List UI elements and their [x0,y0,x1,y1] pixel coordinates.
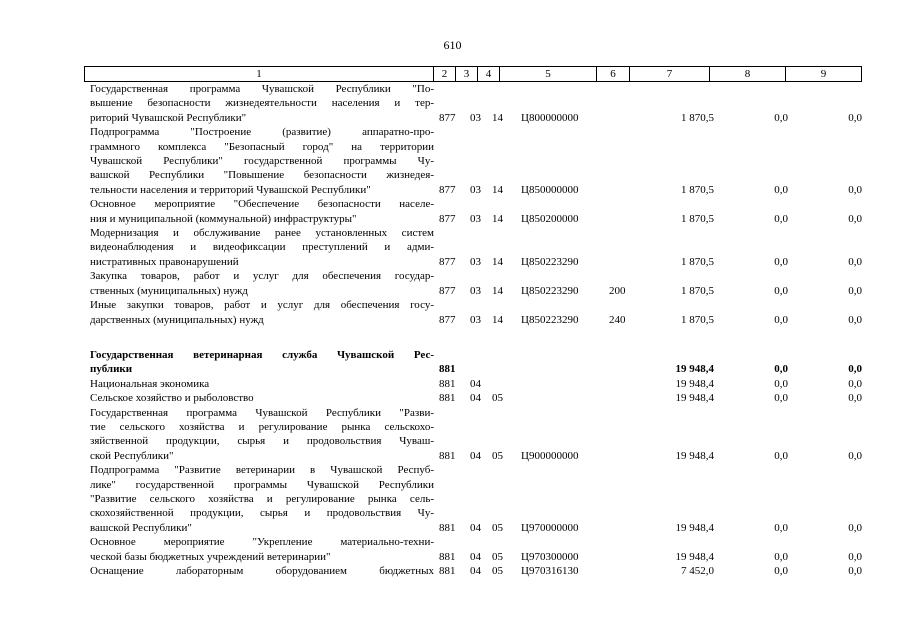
cell-col-5: Ц900000000 [521,449,579,462]
cell-col-6: 200 [609,284,626,297]
cell-col-4: 05 [492,449,503,462]
description-line: Основное мероприятие "Обеспечение безопасности населе- [90,198,434,211]
row-description [84,269,434,298]
cell-col-9: 0,0 [848,111,862,124]
cell-col-8: 0,0 [774,363,788,376]
table-row [84,197,868,226]
description-line: ской Республики" [90,449,174,462]
cell-col-3: 03 [470,284,481,297]
cell-col-2: 881 [439,521,456,534]
cell-col-6: 240 [609,313,626,326]
cell-col-7: 7 452,0 [681,565,714,577]
cell-col-7: 1 870,5 [681,284,714,297]
cell-col-4: 14 [492,111,503,124]
cell-col-8: 0,0 [774,313,788,326]
cell-col-7: 19 948,4 [675,550,714,563]
column-header: 5 [500,67,597,82]
description-line: тие сельского хозяйства и регулирование рынка сельскохо- [90,420,434,433]
cell-col-8: 0,0 [774,212,788,225]
cell-col-2: 877 [439,212,456,225]
description-line: вышение безопасности жизнедеятельности населения и тер- [90,97,434,110]
cell-col-9: 0,0 [848,313,862,326]
cell-col-4: 14 [492,183,503,196]
table-row [84,226,868,269]
cell-col-2: 881 [439,449,456,462]
row-description [84,348,434,377]
page-number: 610 [443,38,462,52]
cell-col-5: Ц970300000 [521,550,579,563]
cell-col-4: 05 [492,565,503,577]
description-line: лике" государственной программы Чувашской Республики [90,478,434,491]
cell-col-9: 0,0 [848,521,862,534]
column-header: 9 [786,67,862,82]
table-row [84,298,868,327]
cell-col-4: 05 [492,392,503,405]
cell-col-4: 14 [492,255,503,268]
table-row [84,564,868,578]
cell-col-3: 04 [470,521,481,534]
cell-col-9: 0,0 [848,212,862,225]
cell-col-3: 04 [470,377,481,390]
description-line: граммного комплекса "Безопасный город" на территории [90,140,434,153]
description-line: "Развитие сельского хозяйства и регулирование рынка сель- [90,492,434,505]
cell-col-3: 03 [470,313,481,326]
description-line: Иные закупки товаров, работ и услуг для обеспечения госу- [90,299,434,312]
description-line: Закупка товаров, работ и услуг для обеспечения государ- [90,270,434,283]
cell-col-5: Ц850000000 [521,183,579,196]
cell-col-4: 14 [492,284,503,297]
column-header: 6 [597,67,630,82]
cell-col-8: 0,0 [774,392,788,405]
row-description [84,535,434,564]
cell-col-7: 19 948,4 [675,363,714,376]
description-line: тельности населения и территорий Чувашской Республики" [90,183,371,196]
column-header: 7 [630,67,710,82]
row-description [84,82,434,125]
cell-col-9: 0,0 [848,377,862,390]
cell-col-5: Ц850223290 [521,284,579,297]
cell-col-7: 19 948,4 [675,521,714,534]
cell-col-7: 1 870,5 [681,183,714,196]
cell-col-8: 0,0 [774,550,788,563]
table-row [84,391,868,405]
cell-col-8: 0,0 [774,565,788,577]
table-row [84,269,868,298]
table-row [84,125,868,197]
cell-col-2: 877 [439,111,456,124]
description-line: Государственная ветеринарная служба Чувашской Рес- [90,348,434,361]
cell-col-7: 1 870,5 [681,111,714,124]
column-header: 4 [478,67,500,82]
cell-col-9: 0,0 [848,183,862,196]
cell-col-3: 03 [470,255,481,268]
cell-col-5: Ц850223290 [521,313,579,326]
cell-col-9: 0,0 [848,363,862,376]
table-body [84,82,868,578]
cell-col-3: 03 [470,111,481,124]
cell-col-8: 0,0 [774,255,788,268]
column-header: 3 [456,67,478,82]
row-description [84,125,434,197]
cell-col-9: 0,0 [848,550,862,563]
cell-col-5: Ц850223290 [521,255,579,268]
cell-col-8: 0,0 [774,183,788,196]
table-row [84,348,868,377]
cell-col-2: 877 [439,284,456,297]
cell-col-3: 03 [470,212,481,225]
cell-col-2: 881 [439,377,456,390]
description-line: Государственная программа Чувашской Республики "Разви- [90,406,434,419]
cell-col-5: Ц970000000 [521,521,579,534]
cell-col-7: 1 870,5 [681,313,714,326]
description-line: вашской Республики" [90,521,192,534]
description-line: зяйственной продукции, сырья и продовольствия Чуваш- [90,435,434,448]
column-header: 1 [85,67,434,82]
cell-col-4: 05 [492,521,503,534]
table-row [84,377,868,391]
cell-col-8: 0,0 [774,284,788,297]
cell-col-3: 04 [470,392,481,405]
cell-col-8: 0,0 [774,449,788,462]
description-line: публики [90,363,133,376]
cell-col-4: 14 [492,212,503,225]
description-line: Подпрограмма "Построение (развитие) аппаратно-про- [90,126,434,139]
cell-col-2: 881 [439,363,456,376]
description-line: вашской Республики "Повышение безопасности жизнедея- [90,169,434,182]
description-line: риторий Чувашской Республики" [90,111,247,124]
row-description [84,226,434,269]
table-row [84,535,868,564]
description-line: ния и муниципальной (коммунальной) инфраструктуры" [90,212,357,225]
table-row [84,406,868,464]
cell-col-2: 881 [439,565,456,577]
cell-col-7: 19 948,4 [675,377,714,390]
cell-col-3: 03 [470,183,481,196]
description-line: Подпрограмма "Развитие ветеринарии в Чувашской Респуб- [90,464,434,477]
table-row [84,82,868,125]
row-description [84,406,434,464]
column-header: 2 [434,67,456,82]
table-header [84,66,862,82]
description-line: Модернизация и обслуживание ранее установленных систем [90,227,434,240]
cell-col-3: 04 [470,565,481,577]
description-line: видеонаблюдения и видеофиксации преступлений и адми- [90,241,434,254]
cell-col-8: 0,0 [774,377,788,390]
description-line: дарственных (муниципальных) нужд [90,313,264,326]
column-header: 8 [710,67,786,82]
cell-col-9: 0,0 [848,255,862,268]
description-line: Чувашской Республики" государственной программы Чу- [90,155,434,168]
cell-col-7: 19 948,4 [675,392,714,405]
cell-col-2: 881 [439,392,456,405]
cell-col-2: 877 [439,255,456,268]
cell-col-5: Ц850200000 [521,212,579,225]
cell-col-9: 0,0 [848,392,862,405]
description-line: ческой базы бюджетных учреждений ветеринарии" [90,550,331,563]
cell-col-2: 881 [439,550,456,563]
cell-col-5: Ц800000000 [521,111,579,124]
row-description [84,463,434,535]
description-line: Оснащение лабораторным оборудованием бюджетных [90,565,434,577]
cell-col-4: 14 [492,313,503,326]
row-description [84,564,434,578]
cell-col-9: 0,0 [848,284,862,297]
cell-col-9: 0,0 [848,565,862,577]
row-description [84,377,434,391]
cell-col-3: 04 [470,449,481,462]
description-line: ственных (муниципальных) нужд [90,284,248,297]
description-line: Национальная экономика [90,377,210,390]
cell-col-7: 19 948,4 [675,449,714,462]
cell-col-4: 05 [492,550,503,563]
cell-col-9: 0,0 [848,449,862,462]
cell-col-2: 877 [439,183,456,196]
description-line: нистративных правонарушений [90,255,239,268]
description-line: скохозяйственной продукции, сырья и продовольствия Чу- [90,507,434,520]
cell-col-7: 1 870,5 [681,255,714,268]
row-description [84,197,434,226]
row-description [84,298,434,327]
cell-col-5: Ц970316130 [521,565,579,577]
cell-col-7: 1 870,5 [681,212,714,225]
description-line: Основное мероприятие "Укрепление материально-техни- [90,536,434,549]
cell-col-8: 0,0 [774,111,788,124]
description-line: Государственная программа Чувашской Республики "По- [90,83,434,95]
cell-col-3: 04 [470,550,481,563]
description-line: Сельское хозяйство и рыболовство [90,392,254,405]
table-row [84,463,868,535]
row-description [84,391,434,405]
row-spacer [84,327,868,348]
cell-col-2: 877 [439,313,456,326]
cell-col-8: 0,0 [774,521,788,534]
